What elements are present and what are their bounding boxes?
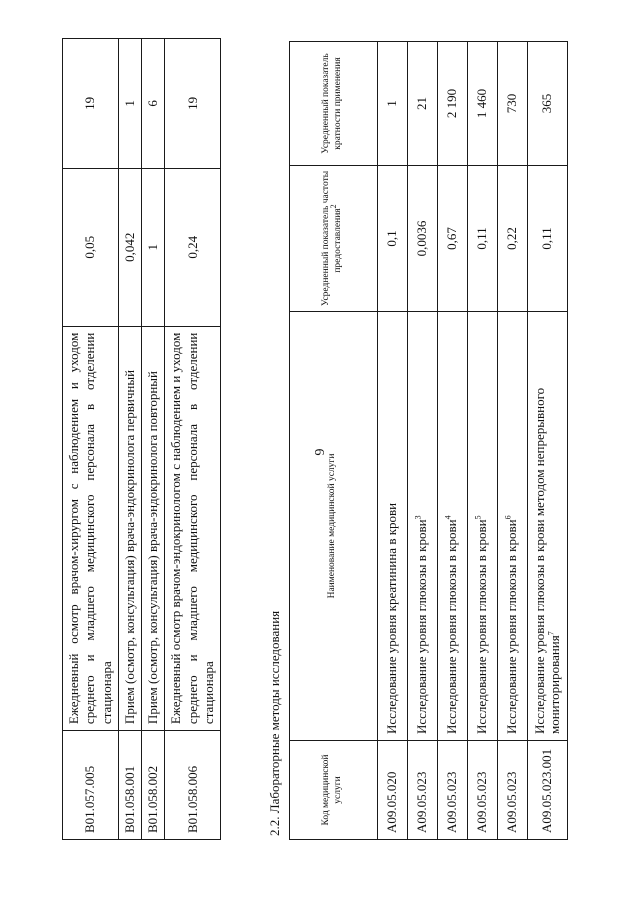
multiplicity-value: 2 190 xyxy=(437,42,467,166)
table-header-row xyxy=(289,42,377,840)
table-row xyxy=(118,39,141,840)
frequency-value: 0,042 xyxy=(118,168,141,326)
multiplicity-value: 1 xyxy=(377,42,407,166)
service-name xyxy=(407,312,437,741)
footnote-marker: 3 xyxy=(413,515,423,520)
service-code: A09.05.023.001 xyxy=(527,741,567,840)
header-frequency xyxy=(289,166,377,312)
multiplicity-value: 21 xyxy=(407,42,437,166)
footnote-marker: 2 xyxy=(328,204,338,209)
frequency-value: 0,1 xyxy=(377,166,407,312)
table-row xyxy=(165,39,221,840)
service-code: A09.05.023 xyxy=(497,741,527,840)
section-title: 2.2. Лабораторные методы исследования xyxy=(267,610,282,836)
multiplicity-value: 19 xyxy=(165,39,221,169)
service-code: B01.057.005 xyxy=(63,731,119,840)
header-frequency-text: Усредненный показатель частоты предоставления xyxy=(321,170,344,307)
table-row xyxy=(527,42,567,840)
service-name-text: Исследование уровня глюкозы в крови xyxy=(414,519,430,734)
service-name-text: Исследование уровня глюкозы в крови xyxy=(474,519,490,734)
service-name xyxy=(377,312,407,741)
table-row xyxy=(63,39,119,840)
frequency-value: 0,11 xyxy=(467,166,497,312)
frequency-value: 0,0036 xyxy=(407,166,437,312)
service-name xyxy=(467,312,497,741)
table-row xyxy=(142,39,165,840)
multiplicity-value: 19 xyxy=(63,39,119,169)
multiplicity-value: 1 xyxy=(118,39,141,169)
header-multiplicity: Усредненный показатель кратности применения xyxy=(289,42,377,166)
footnote-marker: 4 xyxy=(443,515,453,520)
service-code: B01.058.002 xyxy=(142,731,165,840)
service-name-text: Исследование уровня глюкозы в крови методом непрерывного мониторирования xyxy=(531,387,563,734)
footnote-marker: 6 xyxy=(503,515,513,520)
service-name xyxy=(437,312,467,741)
service-name: Прием (осмотр, консультация) врача-эндокринолога повторный xyxy=(142,326,165,730)
multiplicity-value: 730 xyxy=(497,42,527,166)
footnote-marker: 5 xyxy=(473,515,483,520)
service-name-text: Исследование уровня глюкозы в крови xyxy=(504,519,520,734)
page-number: 6 xyxy=(311,448,326,456)
service-code: A09.05.023 xyxy=(437,741,467,840)
service-name-text: Исследование уровня креатинина в крови xyxy=(384,502,400,734)
table-row xyxy=(407,42,437,840)
services-table-continued xyxy=(62,38,221,840)
multiplicity-value: 365 xyxy=(527,42,567,166)
service-code: B01.058.006 xyxy=(165,731,221,840)
frequency-value: 1 xyxy=(142,168,165,326)
service-name xyxy=(497,312,527,741)
frequency-value: 0,22 xyxy=(497,166,527,312)
multiplicity-value: 6 xyxy=(142,39,165,169)
service-name: Прием (осмотр, консультация) врача-эндокринолога первичный xyxy=(118,326,141,730)
header-code: Код медицинской услуги xyxy=(289,741,377,840)
multiplicity-value: 1 460 xyxy=(467,42,497,166)
service-code: A09.05.023 xyxy=(467,741,497,840)
service-name xyxy=(527,312,567,741)
laboratory-section xyxy=(267,38,568,840)
footnote-marker: 7 xyxy=(546,631,556,636)
frequency-value: 0,24 xyxy=(165,168,221,326)
service-name: Ежедневный осмотр врачом-хирургом с наблюдением и уходом среднего и младшего медицинского персонала в отделении стационара xyxy=(63,326,119,730)
table-row xyxy=(437,42,467,840)
frequency-value: 0,11 xyxy=(527,166,567,312)
table-row xyxy=(377,42,407,840)
service-name-text: Исследование уровня глюкозы в крови xyxy=(444,519,460,734)
laboratory-table xyxy=(289,41,568,840)
table-row xyxy=(497,42,527,840)
table-row xyxy=(467,42,497,840)
service-code: A09.05.023 xyxy=(407,741,437,840)
frequency-value: 0,67 xyxy=(437,166,467,312)
consultation-table xyxy=(62,38,221,840)
service-code: B01.058.001 xyxy=(118,731,141,840)
service-name: Ежедневный осмотр врачом-эндокринологом с наблюдением и уходом среднего и младшего медицинского персонала в отделении стационара xyxy=(165,326,221,730)
frequency-value: 0,05 xyxy=(63,168,119,326)
header-name: Наименование медицинской услуги xyxy=(289,312,377,741)
service-code: A09.05.020 xyxy=(377,741,407,840)
